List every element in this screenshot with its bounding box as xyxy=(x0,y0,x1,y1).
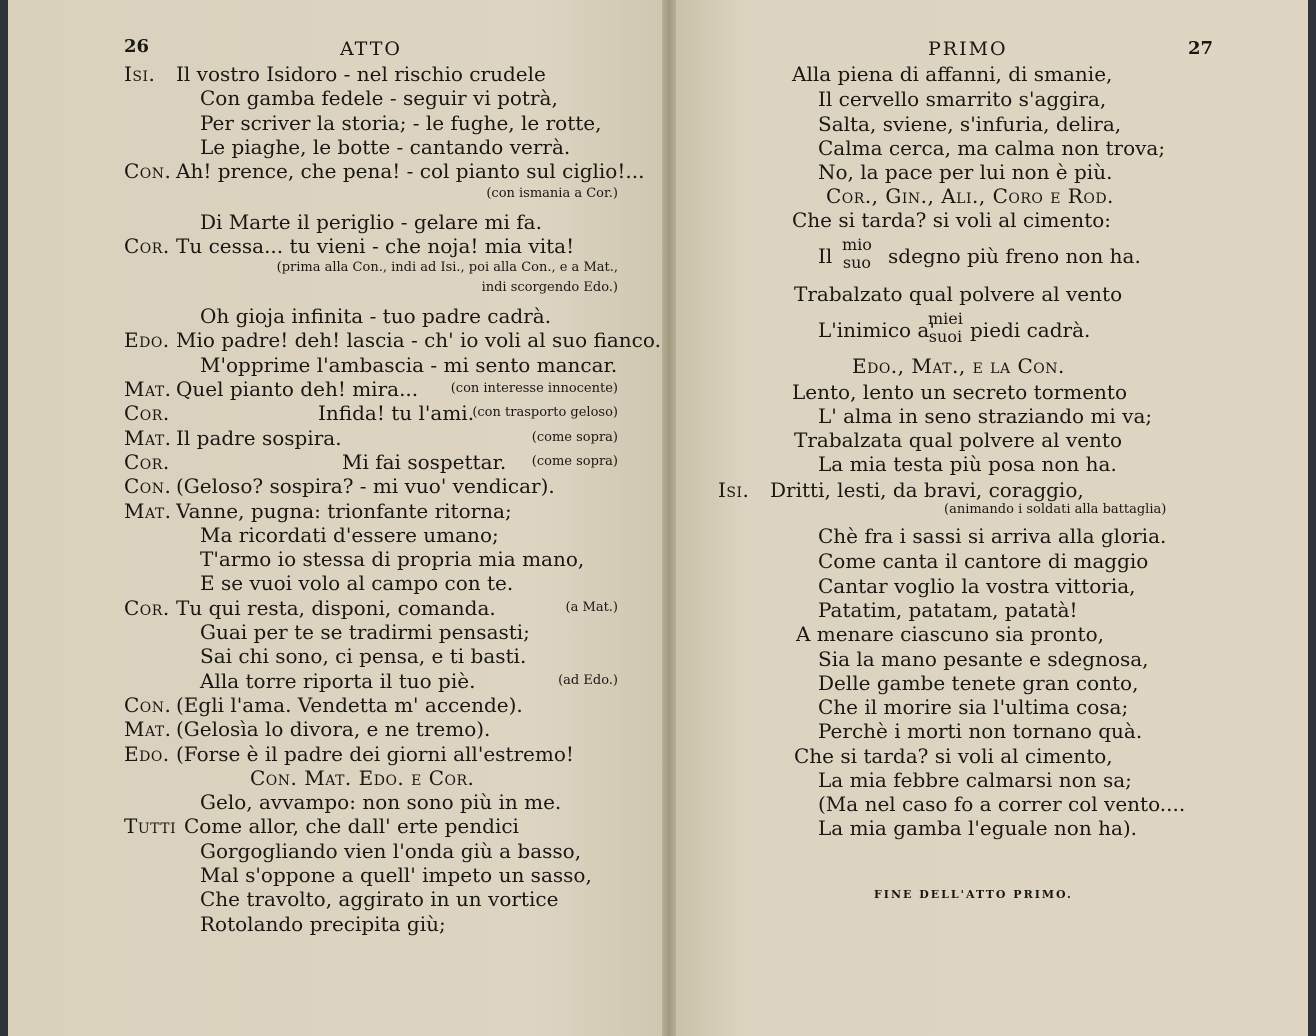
verse-line: Lento, lento un secreto tormento xyxy=(792,380,1127,404)
variant-upper: mio xyxy=(842,235,872,254)
verse-line: La mia gamba l'eguale non ha). xyxy=(818,816,1138,840)
verse-line: Come canta il cantore di maggio xyxy=(818,549,1149,573)
verse-line: Il cervello smarrito s'aggira, xyxy=(818,87,1107,111)
stage-direction: (prima alla Con., indi ad Isi., poi alla Con., e a Mat., xyxy=(276,260,618,276)
book-gutter xyxy=(662,0,676,1036)
verse-line: Alla piena di affanni, di smanie, xyxy=(792,62,1113,86)
verse-line: Alla torre riporta il tuo piè. xyxy=(200,668,476,693)
verse-line-prefix: Il xyxy=(818,244,833,268)
stage-direction: (con interesse innocente) xyxy=(450,381,618,396)
verse-line: E se vuoi volo al campo con te. xyxy=(200,571,514,596)
verse-line: (Egli l'ama. Vendetta m' accende). xyxy=(176,692,523,717)
speaker-label: Con. xyxy=(124,692,172,717)
speaker-label: Cor. xyxy=(124,449,170,474)
verse-line: (Gelosìa lo divora, e ne tremo). xyxy=(176,717,491,742)
stage-direction: (come sopra) xyxy=(531,429,618,445)
verse-line: Rotolando precipita giù; xyxy=(200,911,446,936)
verse-line: Vanne, pugna: trionfante ritorna; xyxy=(176,498,512,523)
verse-line: Ah! prence, che pena! - col pianto sul ciglio!... xyxy=(176,159,645,184)
speaker-label: Mat. xyxy=(124,717,172,742)
verse-line: L' alma in seno straziando mi va; xyxy=(818,404,1153,428)
verse-line: No, la pace per lui non è più. xyxy=(818,160,1113,184)
variant-stack xyxy=(928,310,963,346)
verse-line: M'opprime l'ambascia - mi sento mancar. xyxy=(200,352,618,377)
variant-upper: miei xyxy=(928,309,963,328)
speaker-group: Cor., Gin., Ali., Coro e Rod. xyxy=(826,184,1114,208)
verse-line: Come allor, che dall' erte pendici xyxy=(184,814,519,839)
verse-line: Trabalzato qual polvere al vento xyxy=(794,282,1123,306)
stage-direction: (a Mat.) xyxy=(565,599,618,615)
verse-line: (Ma nel caso fo a correr col vento.... xyxy=(818,792,1186,816)
verse-line: Sai chi sono, ci pensa, e ti basti. xyxy=(200,644,527,669)
variant-stack xyxy=(842,236,872,272)
stage-direction: indi scorgendo Edo.) xyxy=(481,280,618,296)
verse-line: Che travolto, aggirato in un vortice xyxy=(200,887,559,912)
speaker-label: Cor. xyxy=(124,595,170,620)
running-header-left: ATTO xyxy=(340,38,402,60)
verse-line: T'armo io stessa di propria mia mano, xyxy=(200,547,585,572)
verse-line: Tu cessa... tu vieni - che noja! mia vita! xyxy=(176,233,575,258)
speaker-label: Mat. xyxy=(124,498,172,523)
verse-line: Quel pianto deh! mira... xyxy=(176,377,419,401)
page-number-right: 27 xyxy=(1188,38,1214,59)
verse-line: Infida! tu l'ami. xyxy=(318,401,475,426)
verse-line: Guai per te se tradirmi pensasti; xyxy=(200,620,530,644)
speaker-label: Isi. xyxy=(124,62,156,86)
verse-line-prefix: L'inimico a' xyxy=(818,318,935,342)
speaker-label: Tutti xyxy=(124,814,177,839)
verse-line: Mal s'oppone a quell' impeto un sasso, xyxy=(200,863,592,887)
verse-line: Per scriver la storia; - le fughe, le rotte, xyxy=(200,110,602,135)
verse-line: A menare ciascuno sia pronto, xyxy=(796,622,1104,646)
verse-line: Mio padre! deh! lascia - ch' io voli al suo fianco. xyxy=(176,328,661,353)
stage-direction: (come sopra) xyxy=(531,453,618,469)
stage-direction: (animando i soldati alla battaglia) xyxy=(944,502,1167,517)
speaker-label: Cor. xyxy=(124,401,170,426)
verse-line: (Geloso? sospira? - mi vuo' vendicar). xyxy=(176,474,555,499)
verse-line: Trabalzata qual polvere al vento xyxy=(794,428,1122,452)
verse-line: (Forse è il padre dei giorni all'estremo! xyxy=(176,741,574,766)
scan-edge-left xyxy=(0,0,8,1036)
verse-line: La mia testa più posa non ha. xyxy=(818,452,1117,476)
verse-line: Delle gambe tenete gran conto, xyxy=(818,671,1139,695)
speaker-label: Mat. xyxy=(124,377,172,401)
verse-line: Patatim, patatam, patatà! xyxy=(818,598,1078,622)
speaker-label: Con. xyxy=(124,474,172,499)
verse-line: Con gamba fedele - seguir vi potrà, xyxy=(200,86,558,111)
stage-direction: (con ismania a Cor.) xyxy=(486,185,618,201)
verse-line: Oh gioja infinita - tuo padre cadrà. xyxy=(200,304,552,329)
stage-direction: (con trasporto geloso) xyxy=(472,405,618,421)
verse-line: sdegno più freno non ha. xyxy=(888,244,1141,268)
variant-lower: suo xyxy=(842,253,872,272)
verse-line: Sia la mano pesante e sdegnosa, xyxy=(818,647,1149,671)
scan-edge-right xyxy=(1308,0,1316,1036)
verse-line: Calma cerca, ma calma non trova; xyxy=(818,136,1166,160)
verse-line: Il padre sospira. xyxy=(176,425,342,450)
verse-line: Ma ricordati d'essere umano; xyxy=(200,522,499,547)
verse-line: Cantar voglio la vostra vittoria, xyxy=(818,574,1136,598)
verse-line: Che si tarda? si voli al cimento: xyxy=(792,208,1112,232)
verse-line: Di Marte il periglio - gelare mi fa. xyxy=(200,209,542,234)
verse-line: Mi fai sospettar. xyxy=(342,449,507,474)
verse-line: La mia febbre calmarsi non sa; xyxy=(818,768,1132,792)
speaker-label: Isi. xyxy=(718,478,750,502)
verse-line: Che si tarda? si voli al cimento, xyxy=(794,744,1113,768)
variant-lower: suoi xyxy=(928,327,963,346)
verse-line: piedi cadrà. xyxy=(970,318,1091,342)
verse-line: Gelo, avvampo: non sono più in me. xyxy=(200,790,562,815)
verse-line: Salta, sviene, s'infuria, delira, xyxy=(818,112,1122,136)
stage-direction: (ad Edo.) xyxy=(558,672,618,688)
speaker-group: Con. Mat. Edo. e Cor. xyxy=(250,765,475,790)
verse-line: Chè fra i sassi si arriva alla gloria. xyxy=(818,524,1167,548)
speaker-label: Edo. xyxy=(124,328,170,353)
act-end-note: FINE DELL'ATTO PRIMO. xyxy=(874,888,1073,901)
verse-line: Il vostro Isidoro - nel rischio crudele xyxy=(176,62,546,86)
verse-line: Le piaghe, le botte - cantando verrà. xyxy=(200,134,571,159)
speaker-label: Cor. xyxy=(124,233,170,258)
speaker-label: Mat. xyxy=(124,425,172,450)
speaker-label: Edo. xyxy=(124,741,170,766)
verse-line: Dritti, lesti, da bravi, coraggio, xyxy=(770,478,1084,502)
speaker-group: Edo., Mat., e la Con. xyxy=(852,354,1065,378)
speaker-label: Con. xyxy=(124,159,172,184)
verse-line: Gorgogliando vien l'onda giù a basso, xyxy=(200,838,582,863)
running-header-right: PRIMO xyxy=(928,38,1008,60)
page-number-left: 26 xyxy=(124,36,150,57)
verse-line: Che il morire sia l'ultima cosa; xyxy=(818,695,1129,719)
verse-line: Perchè i morti non tornano quà. xyxy=(818,719,1143,743)
verse-line: Tu qui resta, disponi, comanda. xyxy=(176,595,496,620)
